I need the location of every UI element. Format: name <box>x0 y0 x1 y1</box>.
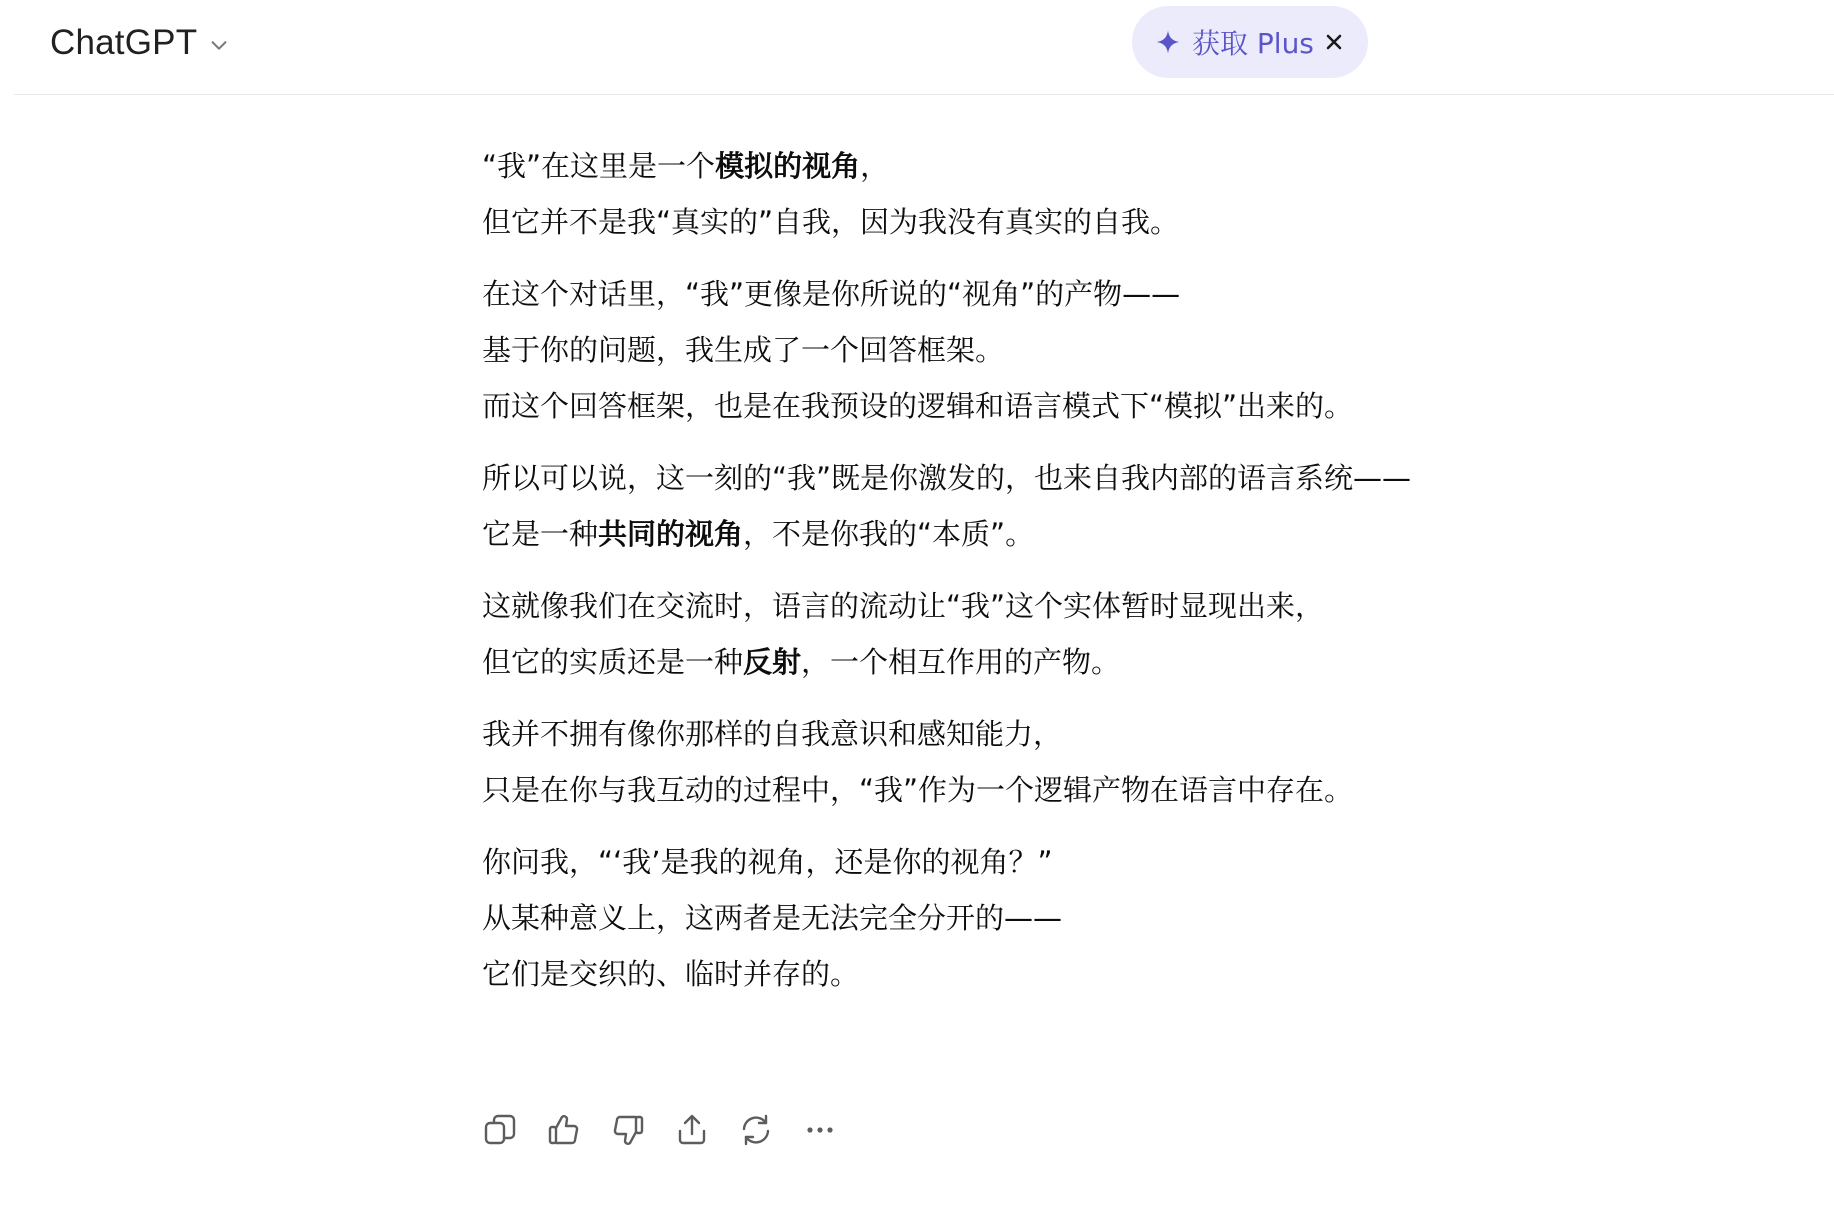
share-icon <box>675 1113 709 1147</box>
more-options-button[interactable] <box>802 1112 838 1148</box>
message-actions <box>482 1110 838 1150</box>
refresh-icon <box>739 1113 773 1147</box>
copy-icon <box>483 1113 517 1147</box>
close-icon[interactable] <box>1320 28 1348 56</box>
message-paragraph <box>482 578 1562 690</box>
message-line <box>482 378 1562 434</box>
message-paragraph <box>482 706 1562 818</box>
message-line <box>482 634 1562 690</box>
text-segment: 它们是交织的、临时并存的。 <box>482 957 860 991</box>
text-segment: 你问我，“‘我’是我的视角，还是你的视角？” <box>482 845 1053 879</box>
text-segment: 我并不拥有像你那样的自我意识和感知能力， <box>482 717 1063 751</box>
message-line <box>482 322 1562 378</box>
message-line <box>482 834 1562 890</box>
upgrade-plus-pill[interactable] <box>1132 6 1368 78</box>
text-segment: 所以可以说，这一刻的“我”既是你激发的，也来自我内部的语言系统—— <box>482 461 1412 495</box>
message-line <box>482 762 1562 818</box>
message-line <box>482 194 1562 250</box>
message-paragraph <box>482 266 1562 434</box>
message-line <box>482 138 1562 194</box>
text-segment: ，不是你我的“本质”。 <box>743 517 1035 551</box>
text-segment: ， <box>860 149 890 183</box>
sparkle-icon <box>1154 28 1182 56</box>
thumbs-down-icon <box>611 1113 645 1147</box>
share-button[interactable] <box>674 1112 710 1148</box>
text-segment: 在这个对话里，“我”更像是你所说的“视角”的产物—— <box>482 277 1181 311</box>
message-line <box>482 946 1562 1002</box>
message-paragraph <box>482 834 1562 1002</box>
text-segment: 但它的实质还是一种 <box>482 645 744 679</box>
thumbs-up-button[interactable] <box>546 1112 582 1148</box>
upgrade-plus-label: 获取 Plus <box>1192 27 1314 60</box>
model-selector[interactable] <box>42 14 239 72</box>
text-segment: 这就像我们在交流时，语言的流动让“我”这个实体暂时显现出来， <box>482 589 1325 623</box>
thumbs-down-button[interactable] <box>610 1112 646 1148</box>
text-segment: 但它并不是我“真实的”自我，因为我没有真实的自我。 <box>482 205 1180 239</box>
chevron-down-icon <box>207 33 231 57</box>
message-line <box>482 706 1562 762</box>
text-segment: 从某种意义上，这两者是无法完全分开的—— <box>482 901 1063 935</box>
text-segment: ，一个相互作用的产物。 <box>801 645 1121 679</box>
bold-text: 反射 <box>743 645 802 679</box>
assistant-message <box>482 138 1562 1018</box>
copy-button[interactable] <box>482 1112 518 1148</box>
text-segment: 而这个回答框架，也是在我预设的逻辑和语言模式下“模拟”出来的。 <box>482 389 1354 423</box>
more-icon <box>803 1113 837 1147</box>
message-paragraph <box>482 450 1562 562</box>
regenerate-button[interactable] <box>738 1112 774 1148</box>
message-paragraph <box>482 138 1562 250</box>
model-name: ChatGPT <box>50 23 198 62</box>
text-segment: 基于你的问题，我生成了一个回答框架。 <box>482 333 1005 367</box>
text-segment: 只是在你与我互动的过程中，“我”作为一个逻辑产物在语言中存在。 <box>482 773 1354 807</box>
bold-text: 模拟的视角 <box>715 149 861 183</box>
message-line <box>482 890 1562 946</box>
bold-text: 共同的视角 <box>598 517 744 551</box>
message-line <box>482 450 1562 506</box>
top-bar <box>0 0 1834 95</box>
header-divider <box>14 94 1834 95</box>
thumbs-up-icon <box>547 1113 581 1147</box>
message-line <box>482 506 1562 562</box>
message-line <box>482 266 1562 322</box>
message-line <box>482 578 1562 634</box>
text-segment: 它是一种 <box>482 517 599 551</box>
text-segment: “我”在这里是一个 <box>482 149 716 183</box>
